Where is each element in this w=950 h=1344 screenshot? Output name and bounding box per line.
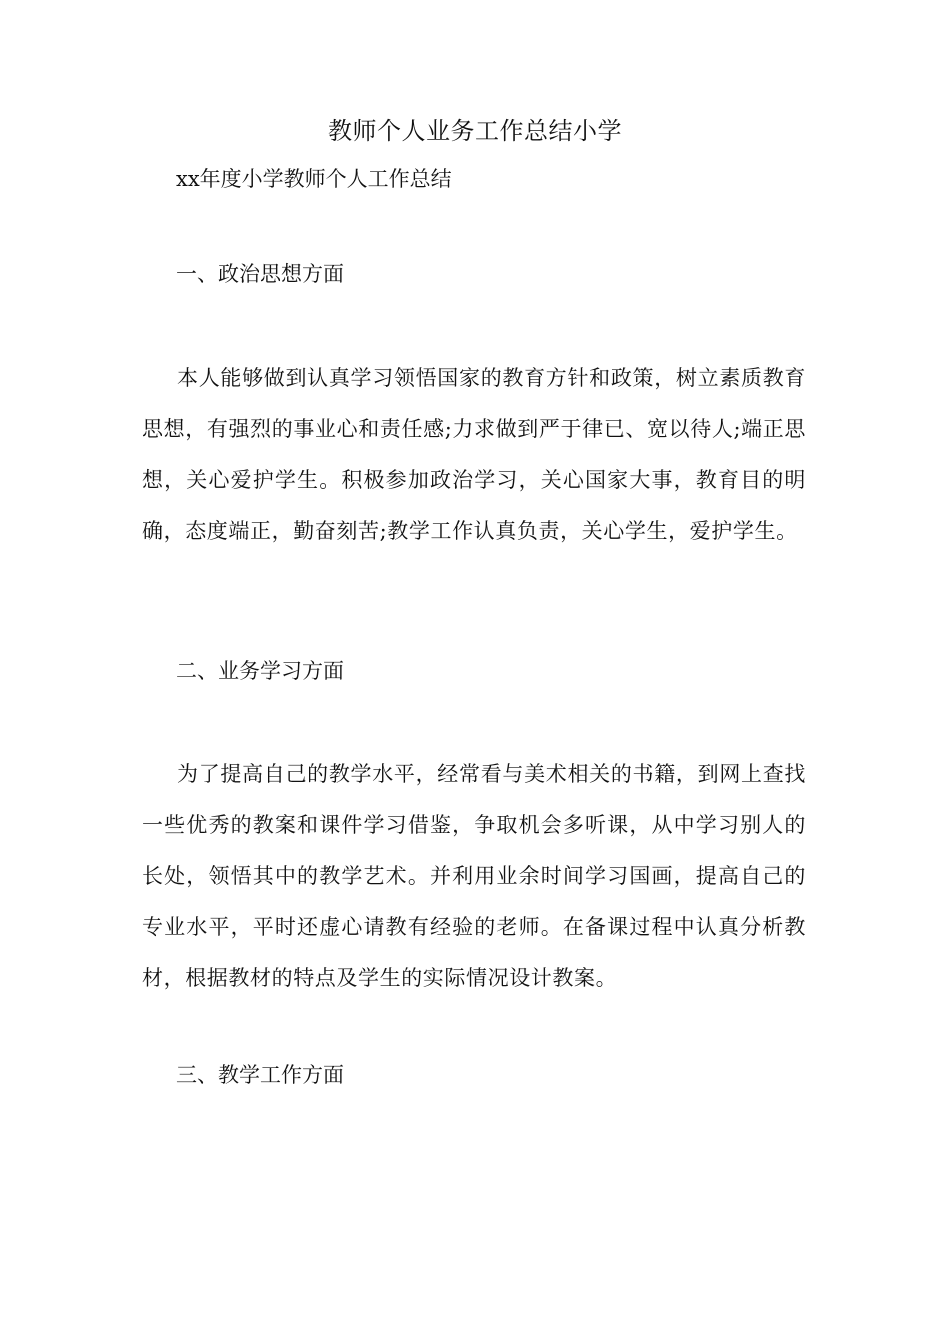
section-paragraph-politics: 本人能够做到认真学习领悟国家的教育方针和政策，树立素质教育思想，有强烈的事业心和责任感;力求做到严于律已、宽以待人;端正思想，关心爱护学生。积极参加政治学习，关心国家大事，教育目的明确，态度端正，勤奋刻苦;教学工作认真负责，关心学生，爱护学生。 — [142, 366, 806, 543]
section-heading-teaching: 三、教学工作方面 — [176, 1063, 344, 1087]
section-paragraph-study: 为了提高自己的教学水平，经常看与美术相关的书籍，到网上查找一些优秀的教案和课件学习借鉴，争取机会多听课，从中学习别人的长处，领悟其中的教学艺术。并利用业余时间学习国画，提高自己的专业水平，平时还虚心请教有经验的老师。在备课过程中认真分析教材，根据教材的特点及学生的实际情况设计教案。 — [142, 762, 806, 990]
section-heading-study: 二、业务学习方面 — [176, 659, 344, 683]
document-subtitle: xx年度小学教师个人工作总结 — [176, 167, 452, 191]
section-heading-politics: 一、政治思想方面 — [176, 262, 344, 286]
document-title: 教师个人业务工作总结小学 — [328, 117, 622, 145]
